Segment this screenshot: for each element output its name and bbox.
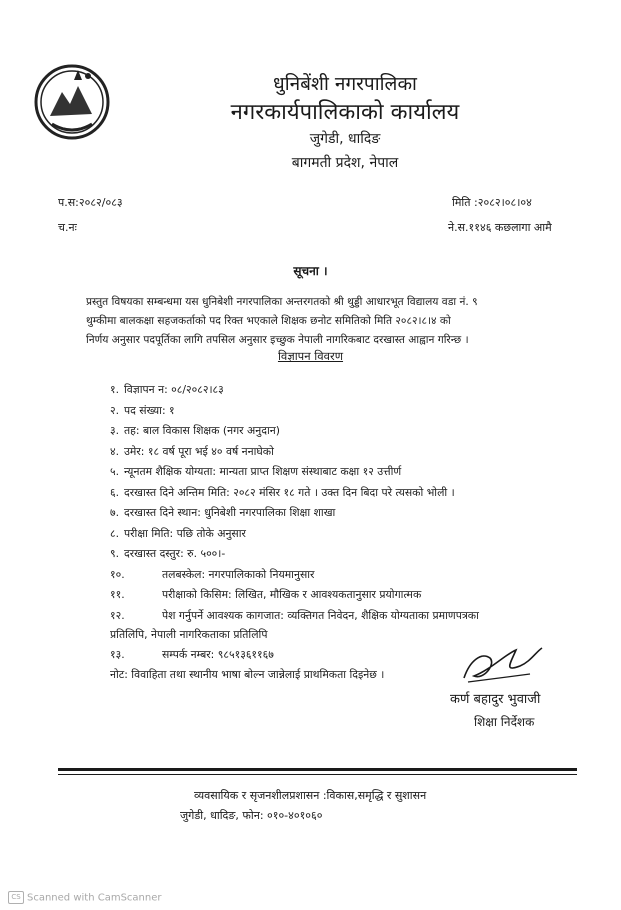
item-number: ३. bbox=[110, 424, 120, 437]
item-number: २. bbox=[110, 404, 120, 417]
footer-divider bbox=[58, 774, 577, 775]
item-number: ९. bbox=[110, 547, 120, 560]
footer-contact: जुगेडी, धादिङ, फोन: ०१०-४०१०६० bbox=[180, 809, 323, 822]
scanner-watermark bbox=[8, 891, 162, 904]
reference-number: प.स:२०८२/०८३ bbox=[58, 196, 123, 209]
item-number: ४. bbox=[110, 445, 120, 458]
province-name: बागमती प्रदेश, नेपाल bbox=[291, 155, 399, 171]
item-text: परीक्षा मिति: पछि तोके अनुसार bbox=[124, 527, 246, 540]
item-text: तह: बाल विकास शिक्षक (नगर अनुदान) bbox=[124, 424, 280, 437]
item-number: ७. bbox=[110, 506, 120, 519]
footer-divider bbox=[58, 768, 577, 771]
letter-date: मिति :२०८२।०८।०४ bbox=[452, 196, 532, 209]
advertisement-title: विज्ञापन विवरण bbox=[277, 349, 344, 363]
note-text: नोट: विवाहिता तथा स्थानीय भाषा बोल्न जान्नेलाई प्राथमिकता दिइनेछ । bbox=[110, 668, 385, 681]
signatory-title: शिक्षा निर्देशक bbox=[474, 715, 535, 729]
item-text: उमेर: १८ वर्ष पूरा भई ४० वर्ष ननाघेको bbox=[124, 445, 274, 458]
notice-title: सूचना । bbox=[293, 264, 328, 278]
item-text: पद संख्या: १ bbox=[124, 404, 175, 417]
signature-scribble bbox=[460, 640, 546, 686]
item-text: दरखास्त दिने अन्तिम मिति: २०८२ मंसिर १८ गते । उक्त दिन बिदा परे त्यसको भोली । bbox=[124, 486, 455, 499]
nepal-sambat-date: ने.स.११४६ कछलागा आमै bbox=[448, 221, 552, 234]
item-text: दरखास्त दस्तुर: रु. ५००।- bbox=[124, 547, 226, 560]
item-text: प्रतिलिपि, नेपाली नागरिकताका प्रतिलिपि bbox=[110, 628, 268, 641]
nepal-emblem-icon bbox=[30, 58, 114, 142]
intro-line: निर्णय अनुसार पदपूर्तिका लागि तपसिल अनुसार इच्छुक नेपाली नागरिकबाट दरखास्त आह्वान गरिन्छ । bbox=[86, 334, 469, 346]
office-name: नगरकार्यपालिकाको कार्यालय bbox=[230, 100, 460, 125]
item-number: ८. bbox=[110, 527, 120, 540]
footer-slogan: व्यवसायिक र सृजनशीलप्रशासन :विकास,समृद्धि र सुशासन bbox=[194, 789, 427, 802]
intro-line: प्रस्तुत विषयका सम्बन्धमा यस धुनिबेशी नगरपालिका अन्तरगतको श्री थुड्डी आधारभूत विद्यालय वडा नं. ९ bbox=[86, 296, 478, 308]
item-text: विज्ञापन न: ०८/२०८२।८३ bbox=[124, 383, 224, 396]
municipality-name: धुनिबेंशी नगरपालिका bbox=[273, 73, 417, 95]
signatory-name: कर्ण बहादुर भुवाजी bbox=[450, 692, 541, 707]
office-location: जुगेडी, धादिङ bbox=[309, 131, 381, 147]
item-number: ६. bbox=[110, 486, 120, 499]
item-number: १२. bbox=[110, 609, 125, 622]
item-text: सम्पर्क नम्बर: ९८५१३६११६७ bbox=[162, 648, 274, 661]
item-number: ५. bbox=[110, 465, 120, 478]
item-text: न्यूनतम शैक्षिक योग्यता: मान्यता प्राप्त शिक्षण संस्थाबाट कक्षा १२ उत्तीर्ण bbox=[124, 465, 402, 478]
item-text: तलबस्केल: नगरपालिकाको नियमानुसार bbox=[162, 568, 315, 581]
item-text: दरखास्त दिने स्थान: धुनिबेशी नगरपालिका शिक्षा शाखा bbox=[124, 506, 336, 519]
item-text: पेश गर्नुपर्ने आवश्यक कागजात: व्यक्तिगत निवेदन, शैक्षिक योग्यताका प्रमाणपत्रका bbox=[162, 609, 479, 622]
camscanner-icon: CS bbox=[8, 891, 24, 904]
scanner-label: Scanned with CamScanner bbox=[27, 892, 162, 904]
item-number: १३. bbox=[110, 648, 125, 661]
dispatch-number: च.नः bbox=[58, 221, 77, 234]
item-number: १०. bbox=[110, 568, 125, 581]
intro-line: थुम्कीमा बालकक्षा सहजकर्ताको पद रिक्त भएकाले शिक्षक छनोट समितिको मिति २०८२।८।४ को bbox=[86, 315, 451, 327]
item-text: परीक्षाको किसिम: लिखित, मौखिक र आवश्यकतानुसार प्रयोगात्मक bbox=[162, 588, 422, 601]
item-number: १. bbox=[110, 383, 120, 396]
item-number: ११. bbox=[110, 588, 125, 601]
